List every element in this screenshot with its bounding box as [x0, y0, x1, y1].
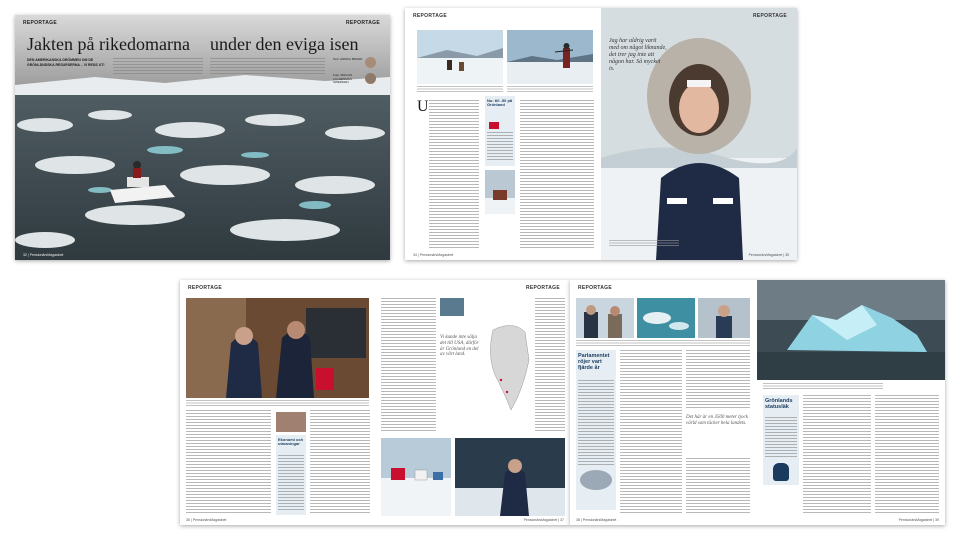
- body-text-col2: [686, 350, 750, 410]
- man-portrait-illustration: [698, 298, 750, 338]
- spread-opener: [15, 15, 390, 260]
- page-folio: PensionärsMagasinet | 37: [523, 518, 564, 522]
- left-page: [180, 280, 375, 525]
- village-illustration: [381, 438, 451, 516]
- body-text-col1: [186, 410, 271, 515]
- side-box-text: [765, 417, 797, 457]
- body-text-col2: [520, 100, 594, 250]
- right-page: [375, 280, 570, 525]
- dropcap: U: [417, 98, 429, 115]
- pull-quote: Vi kunde inte sälja det till USA, därför är Grönland en del av vårt land.: [440, 335, 479, 358]
- photo-hunter-rifle: [507, 30, 593, 84]
- aerial-illustration: [637, 298, 695, 338]
- section-label-right: REPORTAGE: [346, 20, 380, 26]
- intro-text-block-2: [210, 58, 325, 74]
- page-folio: 36 | PensionärsMagasinet: [186, 518, 227, 522]
- man-illustration: [455, 438, 565, 516]
- factbox-text: [578, 380, 614, 465]
- pull-quote: Det här är en 3500 meter tjock värld som täcker hela landets.: [686, 415, 748, 426]
- left-page: [405, 8, 601, 260]
- photo-man-ice: [455, 438, 565, 516]
- factbox: [485, 96, 515, 166]
- section-label: REPORTAGE: [578, 285, 612, 291]
- body-text-col1: [381, 298, 436, 433]
- factbox: [576, 350, 616, 510]
- photo-caption: [763, 383, 883, 389]
- iceberg-illustration: [757, 280, 945, 380]
- factbox-title: Ekonomi och utmaningar: [278, 437, 304, 447]
- page-folio: PensionärsMagasinet | 35: [748, 253, 789, 257]
- photo-credit: Foto: MIKLOS LACHENMAN SWEDMAN: [333, 73, 353, 85]
- section-label: REPORTAGE: [753, 13, 787, 19]
- spread-economy: [180, 280, 570, 525]
- factbox-text: [487, 132, 513, 162]
- factbox: [276, 435, 306, 515]
- body-text-col2: [310, 410, 370, 515]
- author-avatar: [365, 57, 376, 68]
- photo-caption: [576, 340, 750, 346]
- section-label: REPORTAGE: [526, 285, 560, 291]
- small-portrait: [276, 412, 306, 432]
- body-text-col3: [686, 458, 750, 515]
- headline-right: under den eviga isen: [210, 34, 359, 54]
- right-page: [601, 8, 797, 260]
- workers-illustration: [186, 298, 369, 398]
- body-text-col2: [535, 298, 565, 433]
- left-page: [570, 280, 757, 525]
- page-folio: 34 | PensionärsMagasinet: [413, 253, 454, 257]
- body-text-col1: [803, 395, 871, 515]
- photo-caption-2: [507, 86, 593, 92]
- section-label: REPORTAGE: [23, 20, 57, 26]
- bear-icon: [773, 463, 789, 481]
- cabin-illustration: [485, 170, 515, 214]
- photo-portrait-man: [698, 298, 750, 338]
- meeting-illustration: [576, 298, 634, 338]
- factbox-text: [278, 455, 304, 510]
- greenland-map: [483, 320, 533, 415]
- hunter-illustration: [507, 30, 593, 84]
- photo-blue-iceberg: [757, 280, 945, 380]
- photographer-avatar: [365, 73, 376, 84]
- side-factbox: [763, 395, 799, 485]
- photo-village: [381, 438, 451, 516]
- map-illustration: [483, 320, 533, 415]
- headline-left: Jakten på rikedomarna: [27, 34, 190, 54]
- photo-caption: [186, 400, 369, 406]
- photo-caption: [417, 86, 503, 92]
- body-text-col1: [429, 100, 479, 250]
- body-text-col2: [875, 395, 939, 515]
- photo-meeting: [576, 298, 634, 338]
- right-page: [757, 280, 945, 525]
- spread-interview: [405, 8, 797, 260]
- page-folio: PensionärsMagasinet | 39: [898, 518, 939, 522]
- factbox-title: Parlamentet röjer vart fjärde år: [578, 353, 610, 372]
- photo-fishermen: [186, 298, 369, 398]
- body-text-col1: [620, 350, 682, 515]
- spread-parliament: [570, 280, 945, 525]
- ice-shore-illustration: [417, 30, 503, 84]
- page-folio: 38 | PensionärsMagasinet: [576, 518, 617, 522]
- small-photo: [440, 298, 464, 316]
- section-label: REPORTAGE: [413, 13, 447, 19]
- photo-hunters-ice: [417, 30, 503, 84]
- deck-text: DEN AMERIKANSKA DRÖMMEN OM DE GRÖNLÄNDSKA RESURSERNA – VI REDS UT!: [27, 58, 105, 67]
- photo-ice-aerial: [637, 298, 695, 338]
- pull-quote: Jag har aldrig varit med om något liknande, det trer jag inte att någon har. Så mycket is.: [609, 38, 667, 72]
- byline-text: Text: ANNIKA BRAND: [333, 57, 363, 61]
- section-label: REPORTAGE: [188, 285, 222, 291]
- factbox-photo: [580, 470, 612, 490]
- side-box-title: Grönlands statusläk: [765, 398, 793, 411]
- intro-text-block: [113, 58, 203, 74]
- factbox-title: Nu: till -50 på Grönland: [487, 98, 513, 108]
- page-folio: 32 | PensionärsMagasinet: [23, 253, 64, 257]
- portrait-caption: [609, 240, 679, 246]
- flag-icon: [489, 122, 499, 129]
- photo-cabin: [485, 170, 515, 214]
